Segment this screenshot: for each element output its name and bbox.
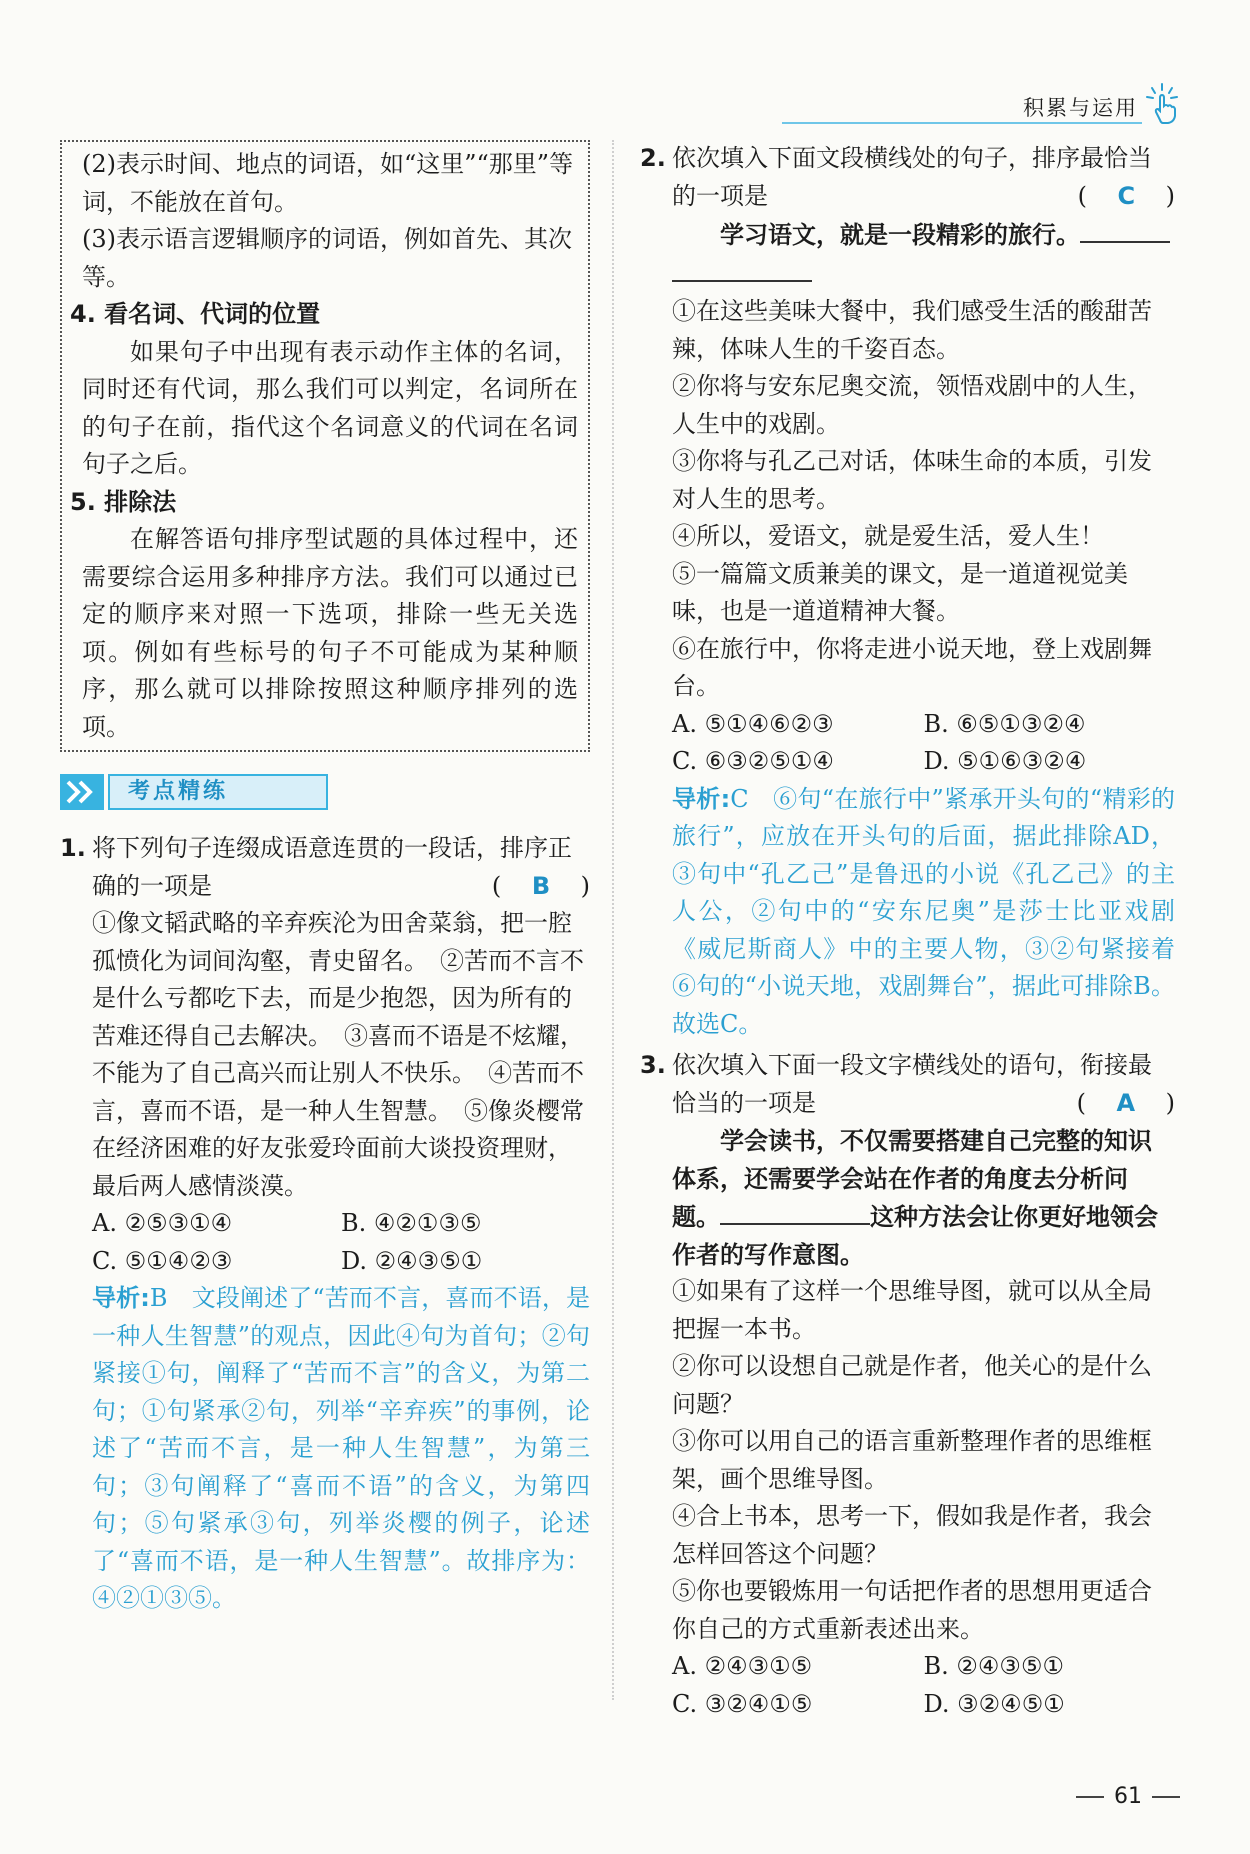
answer-bracket: ( C )	[1077, 181, 1175, 210]
fill-blank	[672, 254, 812, 282]
choice-a: A. ⑤①④⑥②③	[672, 709, 834, 738]
tips-box	[60, 140, 590, 752]
sentence-2: ②你将与安东尼奥交流，领悟戏剧中的人生，人生中的戏剧。	[672, 372, 1152, 438]
sentence-1: ①在这些美味大餐中，我们感受生活的酸甜苦辣，体味人生的千姿百态。	[672, 297, 1152, 363]
sentence-5: ⑤一篇篇文质兼美的课文，是一道道视觉美味，也是一道道精神大餐。	[672, 559, 1128, 625]
question-3	[640, 1047, 1175, 1723]
footer-dash	[1076, 1796, 1104, 1798]
sentence-3: ③你可以用自己的语言重新整理作者的思维框架，画个思维导图。	[672, 1427, 1152, 1493]
tip-heading-4: 4. 看名词、代词的位置	[70, 300, 321, 328]
tip-line-3: (3)表示语言逻辑顺序的词语，例如首先、其次等。	[82, 225, 572, 291]
choice-d: D. ⑤①⑥③②④	[923, 747, 1087, 775]
answer-letter: B	[531, 871, 551, 900]
choice-c: C. ⑥③②⑤①④	[672, 747, 834, 775]
answer-bracket: ( A )	[1076, 1088, 1175, 1117]
sentence-4: ④合上书本，思考一下，假如我是作者，我会怎样回答这个问题？	[672, 1502, 1152, 1568]
sentence-5: ⑤你也要锻炼用一句话把作者的思想用更适合你自己的方式重新表述出来。	[672, 1577, 1152, 1643]
question-1	[60, 830, 590, 1618]
answer-letter: A	[1116, 1088, 1136, 1117]
section-heading	[60, 768, 590, 816]
tip-heading-5: 5. 排除法	[70, 487, 177, 516]
choice-c: C. ③②④①⑤	[672, 1689, 813, 1718]
page-footer	[1066, 1784, 1190, 1809]
sentence-3: ③你将与孔乙己对话，体味生命的本质，引发对人生的思考。	[672, 447, 1152, 513]
choice-d: D. ②④③⑤①	[341, 1246, 483, 1275]
question-number: 1.	[60, 834, 86, 862]
answer-bracket: ( B )	[491, 871, 590, 900]
double-chevron-icon	[60, 774, 104, 810]
question-stem: 依次填入下面一段文字横线处的语句，衔接最恰当的一项是	[672, 1051, 1152, 1117]
header-title: 积累与运用	[1023, 96, 1138, 120]
tip-line-2: (2)表示时间、地点的词语，如“这里”“那里”等词，不能放在首句。	[82, 150, 574, 216]
footer-dash	[1152, 1796, 1180, 1798]
question-2	[640, 140, 1175, 1043]
analysis-text: C ⑥句“在旅行中”紧承开头句的“精彩的旅行”，应放在开头句的后面，据此排除AD，③句中“孔乙己”是鲁迅的小说《孔乙己》的主人公，②句中的“安东尼奥”是莎士比亚戏剧《威尼斯商人》中的主要人物，③②句紧接着⑥句的“小说天地，戏剧舞台”，据此可排除B。故选C。	[672, 784, 1176, 1038]
tip-text-4: 如果句子中出现有表示动作主体的名词，同时还有代词，那么我们可以判定，名词所在的句子在前，指代这个名词意义的代词在名词句子之后。	[82, 337, 578, 478]
question-stem: 将下列句子连缀成语意连贯的一段话，排序正确的一项是	[92, 834, 572, 900]
question-number: 2.	[640, 144, 666, 172]
column-divider	[612, 140, 614, 1700]
choice-list	[60, 1205, 590, 1280]
analysis-tag: 导析:	[92, 1284, 150, 1312]
sentence-2: ②你可以设想自己就是作者，他关心的是什么问题？	[672, 1352, 1152, 1418]
choice-b: B. ⑥⑤①③②④	[923, 709, 1086, 738]
choice-list	[640, 706, 1175, 781]
left-column	[60, 140, 590, 1622]
pointing-hand-icon	[1142, 82, 1182, 126]
header-rule	[782, 122, 1142, 124]
choice-b: B. ④②①③⑤	[341, 1209, 482, 1237]
analysis-text: B 文段阐述了“苦而不言，喜而不语，是一种人生智慧”的观点，因此④句为首句；②句紧接①句，阐释了“苦而不言”的含义，为第二句；①句紧承②句，列举“辛弃疾”的事例，论述了“苦而不言，是一种人生智慧”，为第三句；③句阐释了“喜而不语”的含义，为第四句；⑤句紧承③句，列举炎樱的例子，论述了“喜而不语，是一种人生智慧”。故排序为：④②①③⑤。	[92, 1284, 591, 1612]
choice-a: A. ②④③①⑤	[672, 1652, 813, 1680]
section-title: 考点精练	[108, 774, 328, 810]
sentence-4: ④所以，爱语文，就是爱生活，爱人生！	[672, 522, 1104, 550]
fill-blank	[720, 1197, 870, 1225]
choice-c: C. ⑤①④②③	[92, 1246, 233, 1275]
page-header	[782, 82, 1182, 128]
tip-text-5: 在解答语句排序型试题的具体过程中，还需要综合运用多种排序方法。我们可以通过已定的顺序来对照一下选项，排除一些无关选项。例如有些标号的句子不可能成为某种顺序，那么就可以排除按照这种顺序排列的选项。	[82, 525, 578, 741]
sentence-6: ⑥在旅行中，你将走进小说天地，登上戏剧舞台。	[672, 634, 1152, 700]
analysis	[640, 781, 1175, 1044]
right-column	[640, 140, 1175, 1727]
choice-a: A. ②⑤③①④	[92, 1209, 233, 1237]
page-number: 61	[1114, 1784, 1142, 1809]
fill-blank	[1080, 215, 1170, 243]
choice-list	[640, 1648, 1175, 1723]
question-number: 3.	[640, 1051, 666, 1079]
choice-b: B. ②④③⑤①	[923, 1652, 1064, 1680]
sentence-1: ①如果有了这样一个思维导图，就可以从全局把握一本书。	[672, 1277, 1152, 1343]
analysis	[60, 1280, 590, 1618]
choice-d: D. ③②④⑤①	[923, 1689, 1065, 1718]
answer-letter: C	[1117, 181, 1136, 210]
analysis-tag: 导析:	[672, 784, 731, 813]
prompt-text: 学习语文，就是一段精彩的旅行。	[640, 215, 1175, 254]
prompt-text: 学会读书，不仅需要搭建自己完整的知识体系，还需要学会站在作者的角度去分析问题。 这种方法会让你更好地领会作者的写作意图。	[672, 1126, 1158, 1269]
question-body: ①像文韬武略的辛弃疾沦为田舍菜翁，把一腔孤愤化为词间沟壑，青史留名。 ②苦而不言不是什么亏都吃下去，而是少抱怨，因为所有的苦难还得自己去解决。 ③喜而不语是不炫耀，不能为了自己高兴而让别人不快乐。 ④苦而不言，喜而不语，是一种人生智慧。 ⑤像炎樱常在经济困难的好友张爱玲面前大谈投资理财，最后两人感情淡漠。	[92, 909, 584, 1200]
question-stem: 依次填入下面文段横线处的句子，排序最恰当的一项是	[672, 144, 1152, 210]
